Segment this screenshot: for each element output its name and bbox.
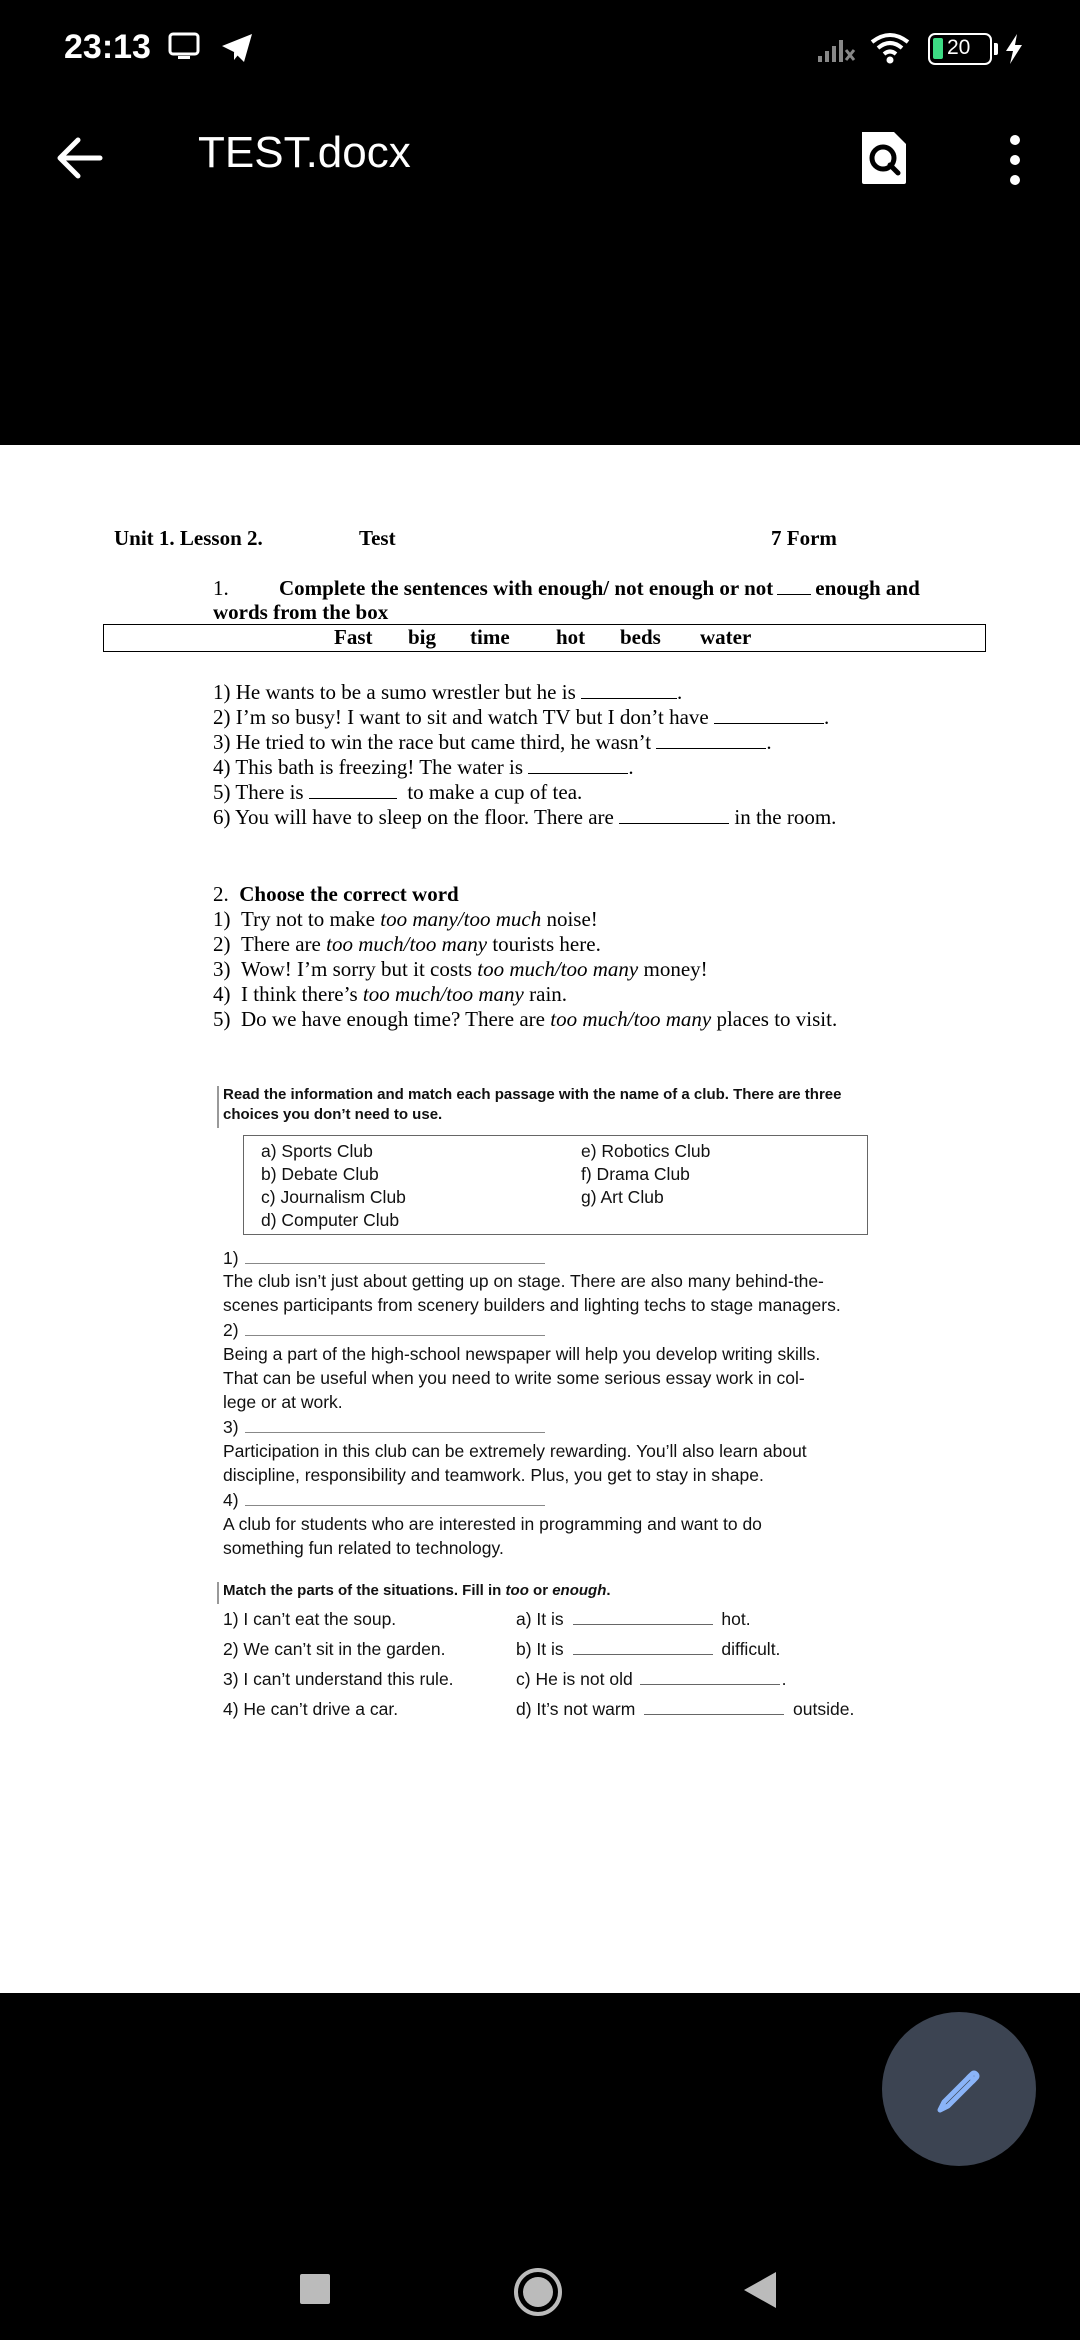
task2-item: 4) I think there’s too much/too many rain. [213, 982, 568, 1006]
unit-lesson-label: Unit 1. Lesson 2. [114, 526, 263, 550]
club-option: d) Computer Club [261, 1210, 400, 1230]
club-option: e) Robotics Club [581, 1141, 711, 1161]
passage-line: discipline, responsibility and teamwork. Plus, you get to stay in shape. [223, 1465, 764, 1485]
back-nav-icon[interactable] [742, 2270, 778, 2310]
situation-right: d) It’s not warm outside. [516, 1699, 855, 1719]
passage-line: Participation in this club can be extremely rewarding. You’ll also learn about [223, 1441, 807, 1461]
club-option: g) Art Club [581, 1187, 664, 1207]
test-label: Test [359, 526, 396, 550]
task4-instruction: Match the parts of the situations. Fill in too or enough. [223, 1582, 611, 1599]
more-options-icon[interactable] [1000, 130, 1030, 190]
word-item: big [408, 625, 437, 649]
situation-left: 4) He can’t drive a car. [223, 1699, 399, 1719]
task1-sentence: 2) I’m so busy! I want to sit and watch TV but I don’t have . [213, 705, 830, 729]
status-bar [0, 0, 1080, 100]
task1-sentence: 3) He tried to win the race but came third, he wasn’t . [213, 730, 772, 754]
task2-item: 1) Try not to make too many/too much noise! [213, 907, 598, 931]
word-item: time [470, 625, 510, 649]
home-icon[interactable] [512, 2266, 564, 2318]
document-title: TEST.docx [198, 128, 411, 177]
club-option: a) Sports Club [261, 1141, 373, 1161]
cast-icon [168, 32, 202, 62]
passage-line: That can be useful when you need to write some serious essay work in col- [223, 1368, 805, 1388]
section-marker [217, 1582, 219, 1604]
club-option: c) Journalism Club [261, 1187, 406, 1207]
task2-heading: 2. Choose the correct word [213, 882, 459, 906]
pencil-icon [928, 2058, 990, 2120]
passage-line: lege or at work. [223, 1392, 343, 1412]
word-item: beds [620, 625, 661, 649]
passage-line: Being a part of the high-school newspaper will help you develop writing skills. [223, 1344, 821, 1364]
passage-number: 3) [223, 1414, 545, 1439]
situation-right: b) It is difficult. [516, 1639, 781, 1659]
passage-line: something fun related to technology. [223, 1538, 504, 1558]
word-box [103, 624, 986, 652]
task2-item: 2) There are too much/too many tourists here. [213, 932, 601, 956]
word-item: Fast [334, 625, 373, 649]
passage-line: The club isn’t just about getting up on stage. There are also many behind-the- [223, 1271, 824, 1291]
passage-number: 2) [223, 1317, 545, 1342]
situation-left: 2) We can’t sit in the garden. [223, 1639, 446, 1659]
form-label: 7 Form [771, 526, 837, 550]
word-item: water [700, 625, 752, 649]
task1-sentence: 1) He wants to be a sumo wrestler but he is . [213, 680, 683, 704]
club-option: f) Drama Club [581, 1164, 690, 1184]
battery-icon [928, 33, 992, 65]
back-arrow-icon[interactable] [50, 128, 110, 188]
system-nav-bar [0, 2200, 1080, 2340]
passage-line: A club for students who are interested in programming and want to do [223, 1514, 762, 1534]
charging-icon [1002, 32, 1026, 66]
passage-number: 4) [223, 1487, 545, 1512]
status-time: 23:13 [64, 28, 151, 66]
passage-line: scenes participants from scenery builders and lighting techs to stage managers. [223, 1295, 841, 1315]
search-document-icon[interactable] [856, 128, 912, 188]
task1-sentence: 5) There is to make a cup of tea. [213, 780, 583, 804]
task1-instruction-cont: words from the box [213, 600, 389, 624]
telegram-icon [220, 32, 254, 64]
word-item: hot [556, 625, 586, 649]
document-page[interactable] [0, 445, 1080, 1993]
edit-button[interactable] [882, 2012, 1036, 2166]
section-marker [217, 1086, 219, 1128]
task1-sentence: 6) You will have to sleep on the floor. There are in the room. [213, 805, 837, 829]
battery-level: 20 [947, 36, 971, 59]
task2-item: 5) Do we have enough time? There are too much/too many places to visit. [213, 1007, 838, 1031]
task2-item: 3) Wow! I’m sorry but it costs too much/too many money! [213, 957, 708, 981]
task1-number: 1. [213, 576, 229, 600]
passage-number: 1) [223, 1245, 545, 1270]
task1-sentence: 4) This bath is freezing! The water is . [213, 755, 634, 779]
task3-instruction: Read the information and match each passage with the name of a club. There are three [223, 1086, 842, 1103]
signal-icon [816, 34, 856, 64]
task3-instruction-cont: choices you don’t need to use. [223, 1106, 443, 1123]
club-option: b) Debate Club [261, 1164, 379, 1184]
situation-left: 3) I can’t understand this rule. [223, 1669, 454, 1689]
situation-right: c) He is not old . [516, 1669, 787, 1689]
situation-left: 1) I can’t eat the soup. [223, 1609, 397, 1629]
task1-instruction: Complete the sentences with enough/ not enough or not enough and [279, 576, 920, 600]
recents-icon[interactable] [298, 2272, 332, 2306]
wifi-icon [868, 30, 912, 66]
situation-right: a) It is hot. [516, 1609, 751, 1629]
